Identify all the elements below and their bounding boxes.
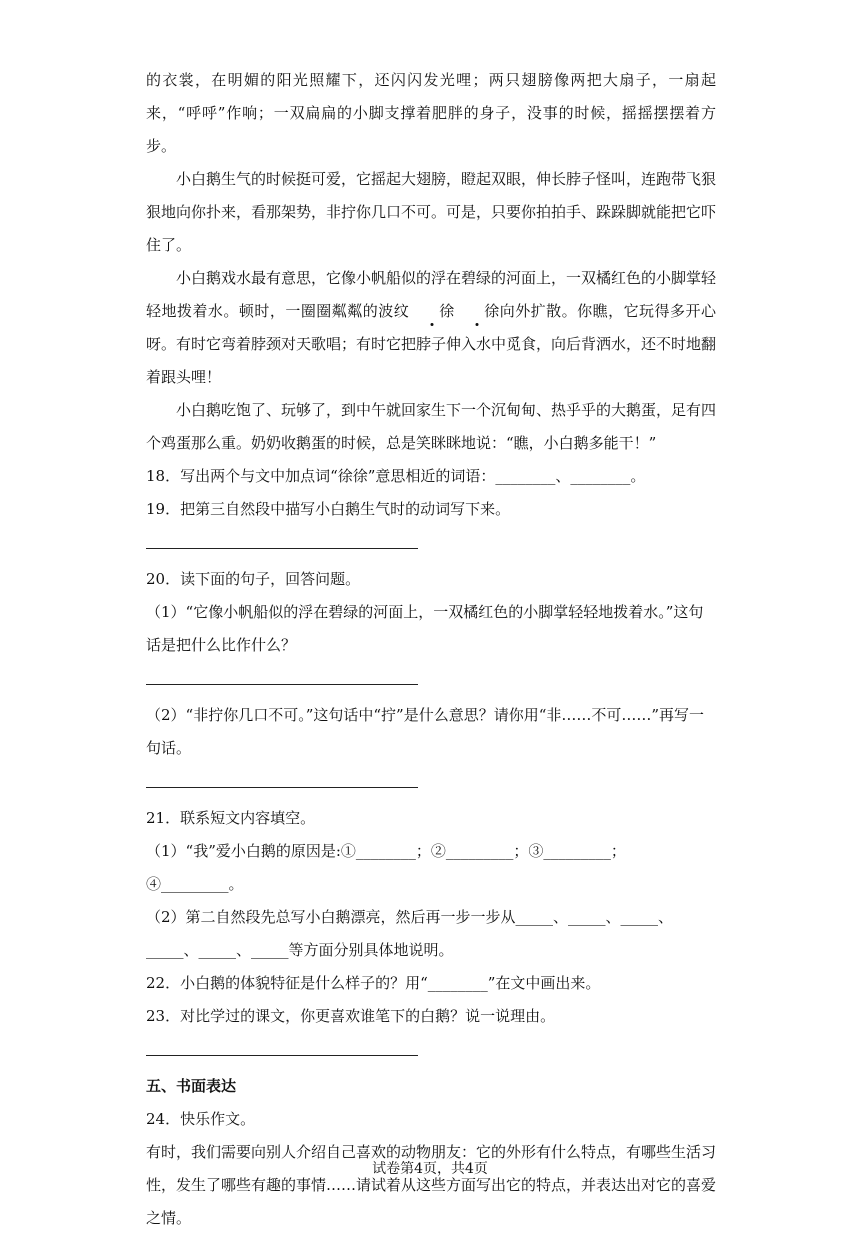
question-20: 20．读下面的句子，回答问题。 bbox=[146, 570, 361, 588]
passage-paragraph-3 bbox=[146, 262, 716, 394]
section-title: 五、书面表达 bbox=[146, 1077, 237, 1095]
page-content bbox=[146, 64, 716, 1235]
question-23: 23．对比学过的课文，你更喜欢谁笔下的白鹅？说一说理由。 bbox=[146, 1007, 556, 1025]
dotted-char-2: 徐 bbox=[454, 295, 499, 328]
answer-line-19 bbox=[146, 548, 418, 549]
question-20-1: （1）“它像小帆船似的浮在碧绿的河面上，一双橘红色的小脚掌轻轻地拨着水。”这句话是把什么比作什么？ bbox=[146, 603, 704, 654]
question-22: 22．小白鹅的体貌特征是什么样子的？用“________”在文中画出来。 bbox=[146, 974, 601, 992]
question-21-1: （1）“我”爱小白鹅的原因是:①________；②_________；③_________；④_________。 bbox=[146, 842, 626, 893]
paragraph-3-text-a: 小白鹅戏水最有意思，它像小帆船似的浮在碧绿的河面上，一双橘红色的小脚掌轻轻地拨着水。顿时，一圈圈粼粼的波纹 bbox=[146, 269, 717, 320]
passage-paragraph-4: 小白鹅吃饱了、玩够了，到中午就回家生下一个沉甸甸、热乎乎的大鹅蛋，足有四个鸡蛋那么重。奶奶收鹅蛋的时候，总是笑眯眯地说：“瞧，小白鹅多能干！” bbox=[146, 401, 717, 452]
answer-line-20-1 bbox=[146, 684, 418, 685]
question-21: 21．联系短文内容填空。 bbox=[146, 809, 316, 827]
question-24: 24．快乐作文。 bbox=[146, 1110, 256, 1128]
question-19: 19．把第三自然段中描写小白鹅生气时的动词写下来。 bbox=[146, 500, 511, 518]
answer-line-20-2 bbox=[146, 787, 418, 788]
writing-prompt: 有时，我们需要向别人介绍自己喜欢的动物朋友：它的外形有什么特点，有哪些生活习性，发生了哪些有趣的事情……请试着从这些方面写出它的特点，并表达出对它的喜爱之情。 bbox=[146, 1143, 717, 1227]
page-footer: 试卷第4页，共4页 bbox=[372, 1161, 488, 1177]
answer-line-23 bbox=[146, 1055, 418, 1056]
question-20-2: （2）“非拧你几口不可。”这句话中“拧”是什么意思？请你用“非……不可……”再写一句话。 bbox=[146, 706, 705, 757]
question-18: 18．写出两个与文中加点词“徐徐”意思相近的词语：________、________。 bbox=[146, 467, 646, 485]
dotted-char-1: 徐 bbox=[409, 295, 454, 328]
question-21-2: （2）第二自然段先总写小白鹅漂亮，然后再一步一步从_____、_____、_____、_____、_____、_____等方面分别具体地说明。 bbox=[146, 908, 674, 959]
passage-paragraph-1: 的衣裳，在明媚的阳光照耀下，还闪闪发光哩；两只翅膀像两把大扇子，一扇起来，“呼呼”作响；一双扁扁的小脚支撑着肥胖的身子，没事的时候，摇摇摆摆着方步。 bbox=[146, 71, 716, 155]
passage-paragraph-2: 小白鹅生气的时候挺可爱，它摇起大翅膀，瞪起双眼，伸长脖子怪叫，连跑带飞狠狠地向你扑来，看那架势，非拧你几口不可。可是，只要你拍拍手、跺跺脚就能把它吓住了。 bbox=[146, 170, 717, 254]
paragraph-3-text-b: 向外扩散。你瞧，它玩得多开心呀。有时它弯着脖颈对天歌唱；有时它把脖子伸入水中觅食，向后背洒水，还不时地翻着跟头哩！ bbox=[146, 302, 717, 386]
